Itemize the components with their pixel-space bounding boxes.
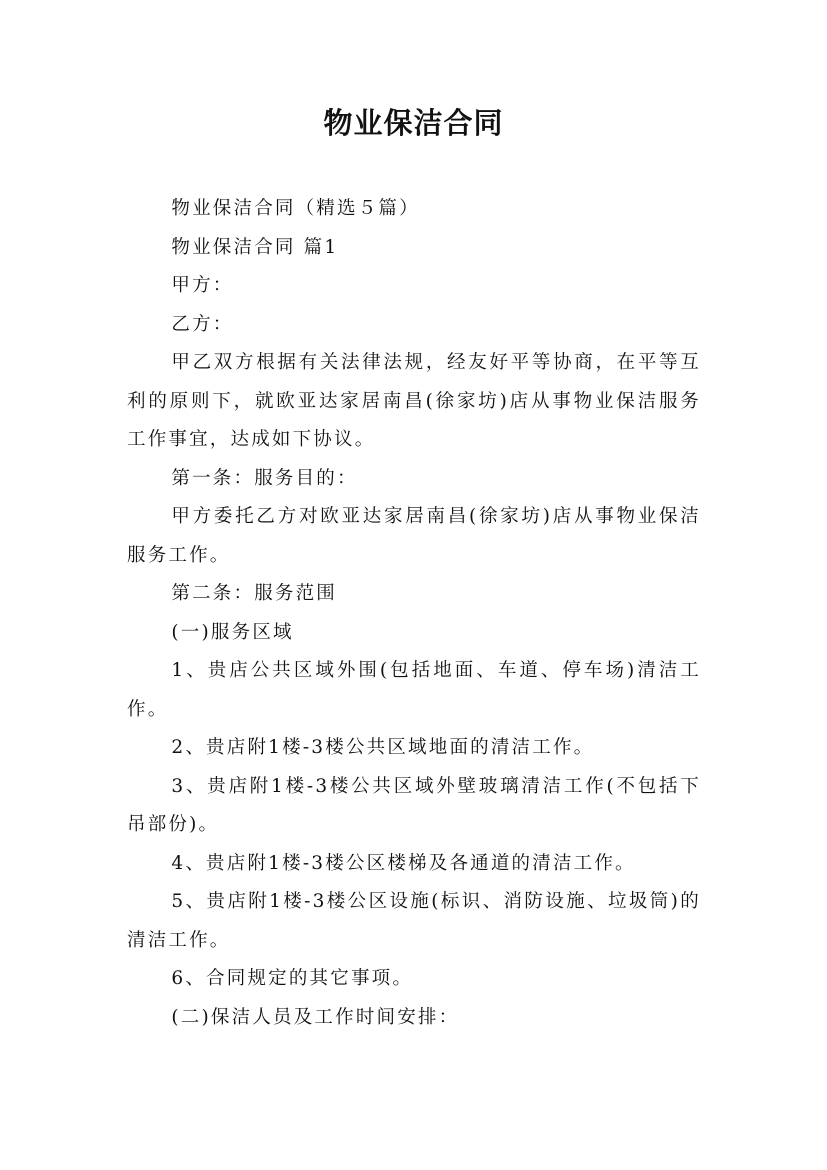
paragraph-list-item-2: 2、贵店附1楼-3楼公共区域地面的清洁工作。 — [171, 737, 595, 758]
paragraph-list-item-5: 5、贵店附1楼-3楼公区设施(标识、消防设施、垃圾筒)的清洁工作。 — [127, 891, 701, 951]
paragraph-list-item-1: 1、贵店公共区域外围(包括地面、车道、停车场)清洁工作。 — [127, 660, 701, 720]
paragraph-preamble: 甲乙双方根据有关法律法规，经友好平等协商，在平等互利的原则下，就欧亚达家居南昌(徐家坊)店从事物业保洁服务工作事宜，达成如下协议。 — [127, 352, 701, 450]
document-title: 物业保洁合同 — [323, 106, 504, 140]
paragraph-party-a: 甲方： — [171, 275, 234, 296]
paragraph-list-item-3: 3、贵店附1楼-3楼公共区域外壁玻璃清洁工作(不包括下吊部份)。 — [127, 775, 701, 835]
paragraph-service-area-heading: (一)服务区域 — [171, 621, 294, 643]
paragraph-list-item-4: 4、贵店附1楼-3楼公区楼梯及各通道的清洁工作。 — [171, 852, 636, 874]
document-body — [127, 190, 701, 1037]
paragraph-section-heading: 物业保洁合同 篇1 — [171, 236, 339, 258]
paragraph-subtitle: 物业保洁合同（精选５篇） — [171, 198, 420, 219]
paragraph-staffing-heading: (二)保洁人员及工作时间安排： — [171, 1006, 460, 1028]
paragraph-party-b: 乙方： — [171, 313, 234, 335]
paragraph-list-item-6: 6、合同规定的其它事项。 — [171, 968, 414, 989]
paragraph-article-1-body: 甲方委托乙方对欧亚达家居南昌(徐家坊)店从事物业保洁服务工作。 — [127, 506, 701, 566]
paragraph-article-1-heading: 第一条：服务目的： — [171, 467, 358, 489]
paragraph-article-2-heading: 第二条：服务范围 — [171, 583, 337, 604]
